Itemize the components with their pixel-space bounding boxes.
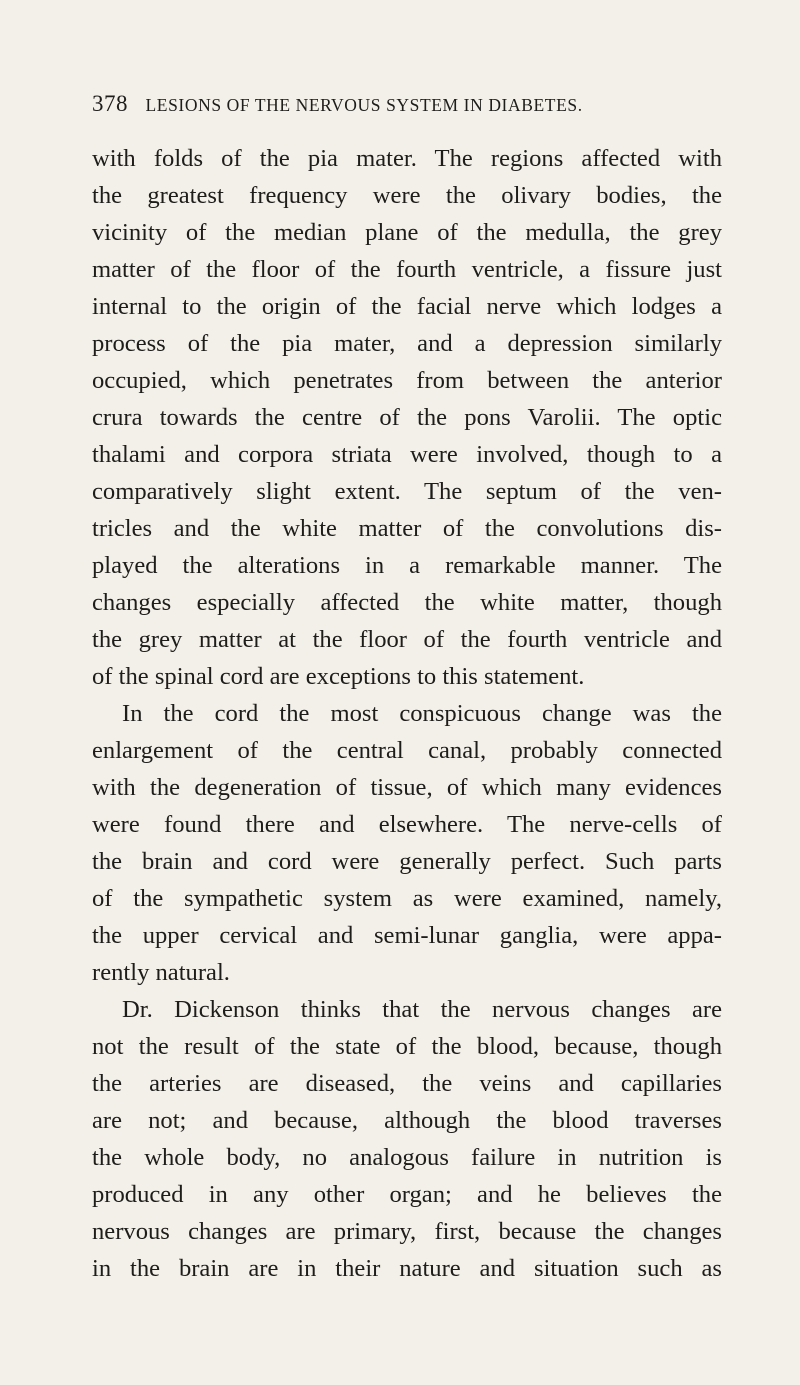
text-line: were found there and elsewhere. The nerve-cells of — [92, 811, 722, 838]
text-line: rently natural. — [92, 959, 230, 986]
text-line: In the cord the most conspicuous change was the — [122, 700, 722, 727]
text-line: produced in any other organ; and he believes the — [92, 1181, 722, 1208]
text-line: comparatively slight extent. The septum of the ven- — [92, 478, 722, 505]
text-line: thalami and corpora striata were involved, though to a — [92, 441, 722, 468]
text-line: the whole body, no analogous failure in nutrition is — [92, 1144, 722, 1171]
text-line: of the spinal cord are exceptions to this statement. — [92, 663, 585, 690]
text-line: changes especially affected the white matter, though — [92, 589, 722, 616]
page-number: 378 — [92, 91, 128, 116]
text-line: vicinity of the median plane of the medulla, the grey — [92, 219, 722, 246]
text-line: Dr. Dickenson thinks that the nervous changes are — [122, 996, 722, 1023]
text-line: occupied, which penetrates from between the anterior — [92, 367, 722, 394]
text-line: the arteries are diseased, the veins and capillaries — [92, 1070, 722, 1097]
text-line: in the brain are in their nature and situation such as — [92, 1255, 722, 1282]
text-line: internal to the origin of the facial nerve which lodges a — [92, 293, 722, 320]
text-line: crura towards the centre of the pons Varolii. The optic — [92, 404, 722, 431]
text-line: nervous changes are primary, first, because the changes — [92, 1218, 722, 1245]
text-line: not the result of the state of the blood, because, though — [92, 1033, 722, 1060]
text-line: are not; and because, although the blood traverses — [92, 1107, 722, 1134]
text-line: the brain and cord were generally perfect. Such parts — [92, 848, 722, 875]
text-line: the upper cervical and semi-lunar ganglia, were appa- — [92, 922, 722, 949]
text-line: the greatest frequency were the olivary bodies, the — [92, 182, 722, 209]
text-line: played the alterations in a remarkable manner. The — [92, 552, 722, 579]
text-line: of the sympathetic system as were examined, namely, — [92, 885, 722, 912]
text-line: with the degeneration of tissue, of which many evidences — [92, 774, 722, 801]
text-line: process of the pia mater, and a depression similarly — [92, 330, 722, 357]
text-line: tricles and the white matter of the convolutions dis- — [92, 515, 722, 542]
text-line: enlargement of the central canal, probably connected — [92, 737, 722, 764]
running-title: LESIONS OF THE NERVOUS SYSTEM IN DIABETES. — [145, 95, 583, 115]
body-text — [92, 140, 722, 1287]
text-line: matter of the floor of the fourth ventricle, a fissure just — [92, 256, 722, 283]
text-line: the grey matter at the floor of the fourth ventricle and — [92, 626, 722, 653]
text-line: with folds of the pia mater. The regions affected with — [92, 145, 722, 172]
running-head — [92, 91, 732, 121]
